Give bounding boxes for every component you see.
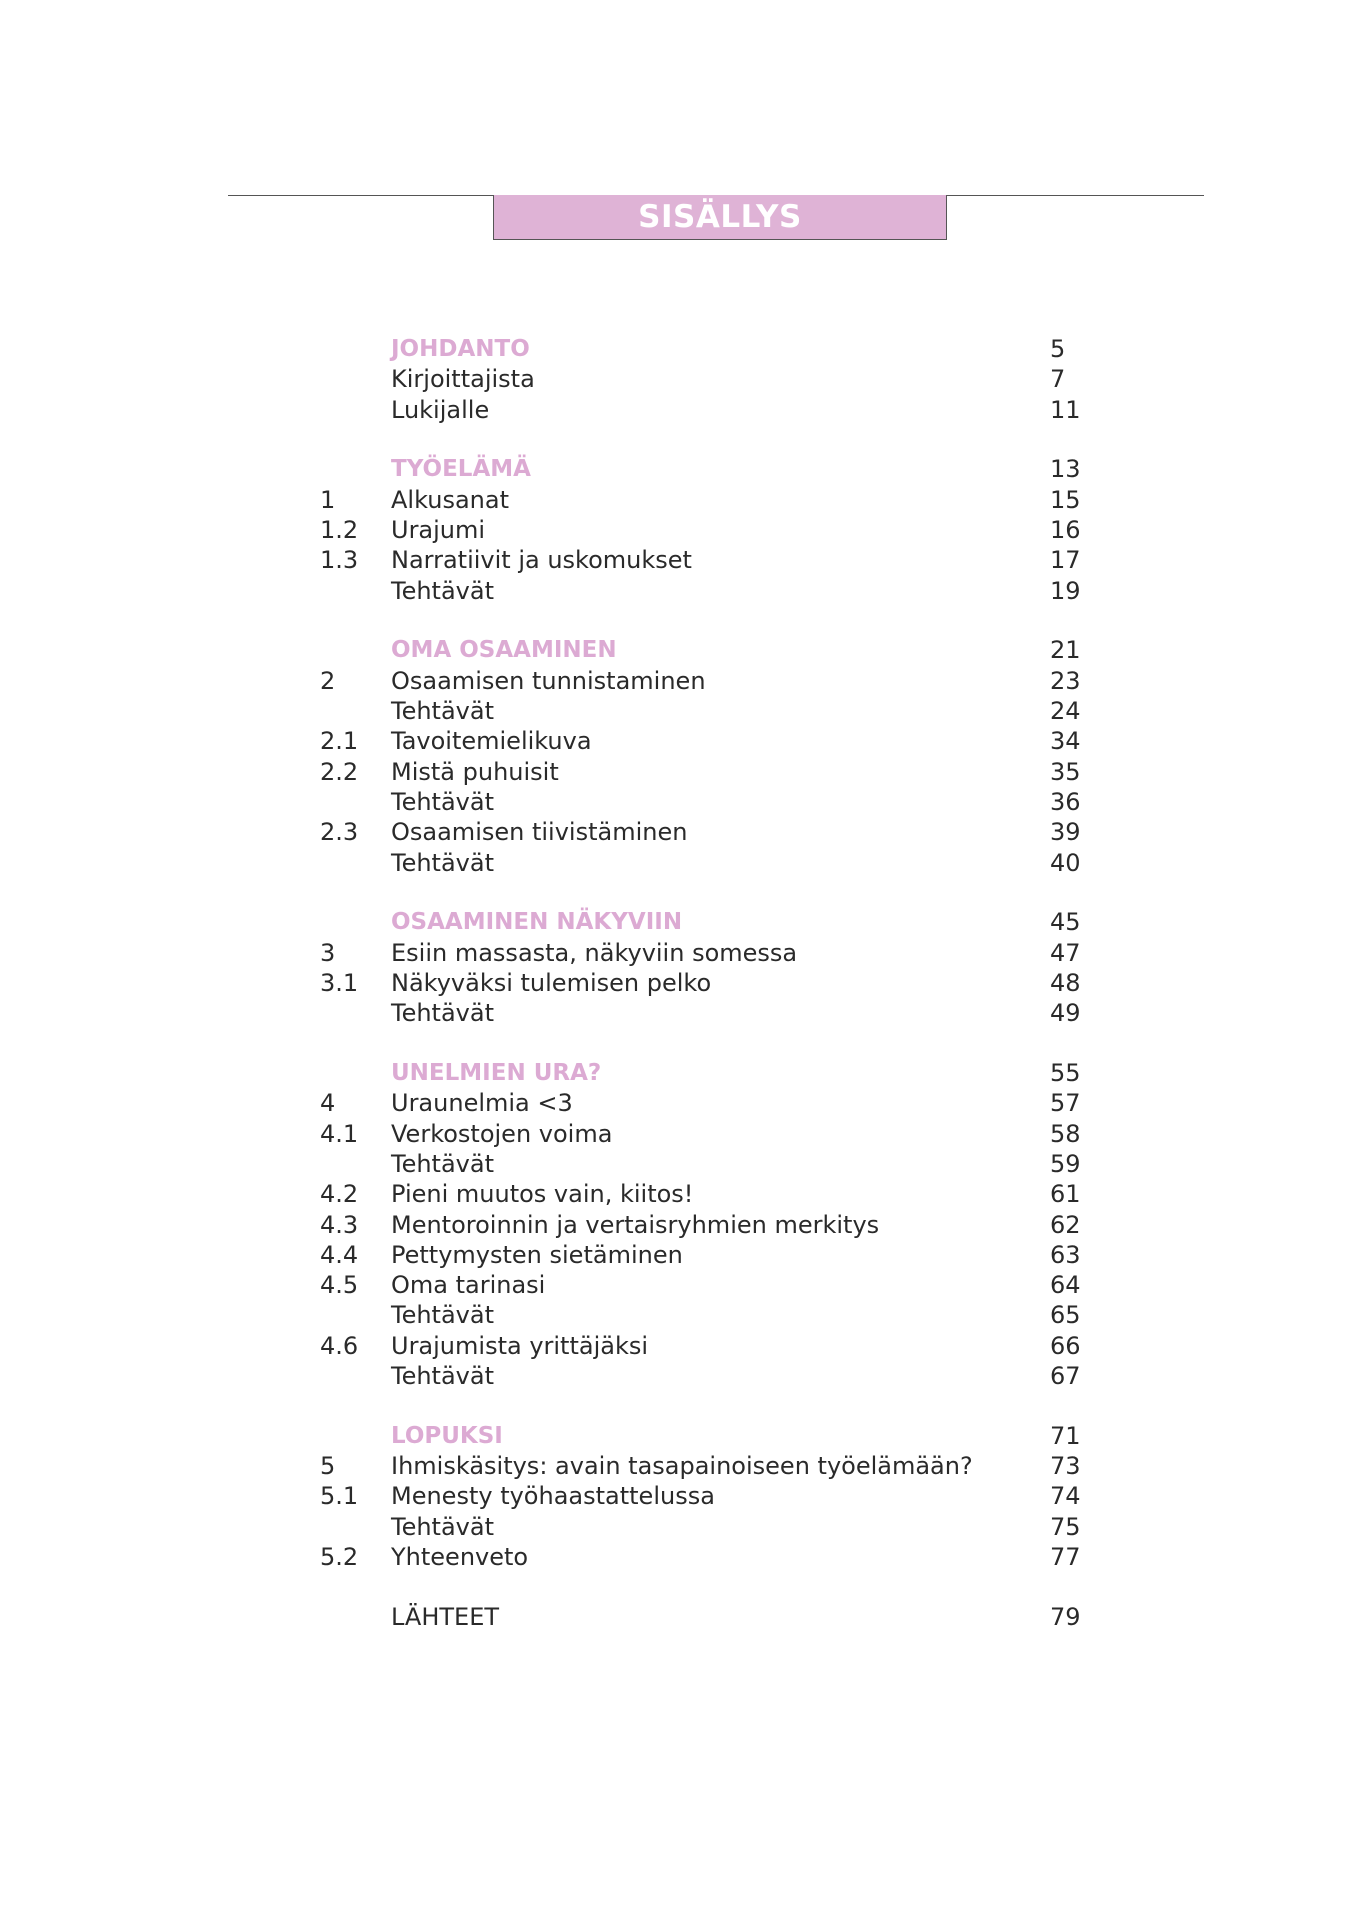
toc-page-number: 21 — [1050, 636, 1081, 665]
toc-page-number: 11 — [1050, 395, 1081, 424]
toc-page-number: 74 — [1050, 1482, 1081, 1511]
toc-page-number: 15 — [1050, 485, 1081, 514]
toc-section-heading[interactable] — [0, 907, 1359, 937]
toc-entry-label: Urajumi — [391, 516, 486, 544]
toc-page-number: 47 — [1050, 938, 1081, 967]
toc-entry-label: Pieni muutos vain, kiitos! — [391, 1180, 694, 1209]
toc-entry-label: Mistä puhuisit — [391, 757, 559, 786]
toc-entry[interactable] — [0, 848, 1359, 878]
toc-number: 2.3 — [320, 818, 359, 847]
toc-entry-label: Menesty työhaastattelussa — [391, 1482, 715, 1511]
toc-page-number: 64 — [1050, 1271, 1081, 1300]
toc-number: 1.3 — [320, 546, 359, 575]
toc-entry[interactable] — [0, 1361, 1359, 1391]
toc-entry[interactable] — [0, 1331, 1359, 1361]
toc-entry-label: Tehtävät — [391, 576, 494, 605]
toc-number: 5 — [320, 1452, 336, 1481]
toc-entry-label: Mentoroinnin ja vertaisryhmien merkitys — [391, 1210, 880, 1239]
toc-page-number: 79 — [1050, 1602, 1081, 1631]
toc-page-number: 17 — [1050, 546, 1081, 575]
toc-number: 2.2 — [320, 757, 359, 786]
toc-page-number: 71 — [1050, 1421, 1081, 1450]
toc-entry-label: Tehtävät — [391, 1512, 494, 1541]
toc-number: 4.4 — [320, 1240, 359, 1269]
toc-section-heading[interactable] — [0, 1058, 1359, 1088]
toc-entry-label: Urajumista yrittäjäksi — [391, 1331, 649, 1360]
toc-entry[interactable] — [0, 545, 1359, 575]
toc-page-number: 16 — [1050, 516, 1081, 544]
toc-references[interactable] — [0, 1602, 1359, 1632]
toc-number: 1 — [320, 485, 336, 514]
toc-page-number: 55 — [1050, 1059, 1081, 1087]
toc-page-number: 7 — [1050, 365, 1066, 394]
toc-number: 5.2 — [320, 1543, 359, 1571]
toc-page-number: 49 — [1050, 999, 1081, 1028]
toc-number: 4.6 — [320, 1331, 359, 1360]
toc-title: SISÄLLYS — [638, 199, 802, 235]
toc-entry-label: Narratiivit ja uskomukset — [391, 546, 692, 575]
toc-page-number: 59 — [1050, 1149, 1081, 1178]
toc-entry-label: Osaamisen tiivistäminen — [391, 818, 688, 847]
toc-page-number: 19 — [1050, 576, 1081, 605]
toc-page-number: 39 — [1050, 818, 1081, 847]
toc-entry[interactable] — [0, 485, 1359, 515]
toc-entry[interactable] — [0, 1300, 1359, 1330]
toc-section-title: OSAAMINEN NÄKYVIIN — [391, 909, 683, 936]
toc-entry[interactable] — [0, 726, 1359, 756]
toc-entry-label: Tehtävät — [391, 1362, 494, 1390]
toc-entry[interactable] — [0, 1451, 1359, 1481]
toc-page-number: 62 — [1050, 1210, 1081, 1239]
toc-page-number: 63 — [1050, 1240, 1081, 1269]
toc-number: 2 — [320, 666, 336, 695]
toc-section-heading[interactable] — [0, 334, 1359, 364]
toc-page-number: 40 — [1050, 848, 1081, 877]
toc-entry-label: Lukijalle — [391, 395, 490, 424]
toc-section-heading[interactable] — [0, 454, 1359, 484]
toc-page-number: 77 — [1050, 1543, 1081, 1571]
toc-number: 4.3 — [320, 1210, 359, 1239]
toc-page-number: 13 — [1050, 455, 1081, 484]
toc-page-number: 57 — [1050, 1089, 1081, 1118]
toc-entry-label: Kirjoittajista — [391, 365, 535, 394]
toc-entry[interactable] — [0, 787, 1359, 817]
toc-number: 4 — [320, 1089, 336, 1118]
toc-entry-label: Tehtävät — [391, 848, 494, 877]
toc-entry-label: Pettymysten sietäminen — [391, 1240, 683, 1269]
toc-entry[interactable] — [0, 817, 1359, 847]
toc-title-box — [493, 195, 947, 240]
toc-entry[interactable] — [0, 1149, 1359, 1179]
toc-entry[interactable] — [0, 998, 1359, 1028]
toc-page-number: 35 — [1050, 757, 1081, 786]
toc-page-number: 66 — [1050, 1331, 1081, 1360]
toc-entry[interactable] — [0, 364, 1359, 394]
toc-number: 1.2 — [320, 516, 359, 544]
toc-entry-label: Esiin massasta, näkyviin somessa — [391, 938, 798, 967]
toc-page-number: 61 — [1050, 1180, 1081, 1209]
toc-section-heading[interactable] — [0, 635, 1359, 665]
toc-entry-label: Uraunelmia <3 — [391, 1089, 573, 1118]
toc-number: 2.1 — [320, 727, 359, 756]
toc-entry[interactable] — [0, 696, 1359, 726]
toc-number: 3.1 — [320, 968, 359, 997]
toc-entry[interactable] — [0, 1481, 1359, 1511]
toc-entry[interactable] — [0, 576, 1359, 606]
toc-number: 4.2 — [320, 1180, 359, 1209]
toc-entry-label: Verkostojen voima — [391, 1119, 613, 1148]
toc-page-number: 48 — [1050, 968, 1081, 997]
toc-entry[interactable] — [0, 968, 1359, 998]
toc-section-title: JOHDANTO — [391, 336, 530, 362]
toc-entry[interactable] — [0, 1088, 1359, 1118]
toc-entry[interactable] — [0, 1210, 1359, 1240]
toc-entry-label: Tehtävät — [391, 999, 494, 1028]
toc-page-number: 23 — [1050, 666, 1081, 695]
toc-entry[interactable] — [0, 757, 1359, 787]
toc-entry[interactable] — [0, 515, 1359, 545]
toc-entry[interactable] — [0, 1240, 1359, 1270]
toc-entry[interactable] — [0, 395, 1359, 425]
toc-entry[interactable] — [0, 1512, 1359, 1542]
toc-entry-label: Osaamisen tunnistaminen — [391, 666, 706, 695]
toc-entry[interactable] — [0, 1270, 1359, 1300]
toc-page-number: 45 — [1050, 908, 1081, 937]
toc-section-heading[interactable] — [0, 1421, 1359, 1451]
toc-page-number: 34 — [1050, 727, 1081, 756]
toc-number: 5.1 — [320, 1482, 359, 1511]
toc-entry-label: Tehtävät — [391, 1149, 494, 1178]
toc-page-number: 58 — [1050, 1119, 1081, 1148]
toc-entry-label: Oma tarinasi — [391, 1271, 546, 1300]
toc-page-number: 65 — [1050, 1301, 1081, 1330]
toc-entry-label: Alkusanat — [391, 485, 509, 514]
toc-entry[interactable] — [0, 1119, 1359, 1149]
toc-page-number: 75 — [1050, 1512, 1081, 1541]
toc-entry-label: Tehtävät — [391, 1301, 494, 1330]
toc-number: 3 — [320, 938, 336, 967]
toc-page-number: 24 — [1050, 697, 1081, 725]
toc-entry[interactable] — [0, 1179, 1359, 1209]
toc-section-title: UNELMIEN URA? — [391, 1060, 602, 1086]
toc-section-title: LOPUKSI — [391, 1422, 503, 1449]
toc-entry-label: LÄHTEET — [391, 1602, 500, 1631]
toc-number: 4.1 — [320, 1119, 359, 1148]
toc-entry-label: Tehtävät — [391, 697, 494, 725]
toc-entry[interactable] — [0, 1542, 1359, 1572]
toc-number: 4.5 — [320, 1271, 359, 1300]
toc-page-number: 67 — [1050, 1362, 1081, 1390]
toc-page-number: 73 — [1050, 1452, 1081, 1481]
toc-page-number: 36 — [1050, 787, 1081, 816]
toc-entry[interactable] — [0, 938, 1359, 968]
toc-entry-label: Ihmiskäsitys: avain tasapainoiseen työelämään? — [391, 1452, 973, 1481]
toc-entry-label: Näkyväksi tulemisen pelko — [391, 968, 712, 997]
toc-section-title: TYÖELÄMÄ — [391, 456, 531, 483]
toc-entry[interactable] — [0, 666, 1359, 696]
toc-page-number: 5 — [1050, 335, 1066, 363]
toc-entry-label: Tavoitemielikuva — [391, 727, 592, 756]
toc-entry-label: Tehtävät — [391, 787, 494, 816]
toc-section-title: OMA OSAAMINEN — [391, 637, 617, 664]
toc-entry-label: Yhteenveto — [391, 1543, 529, 1571]
